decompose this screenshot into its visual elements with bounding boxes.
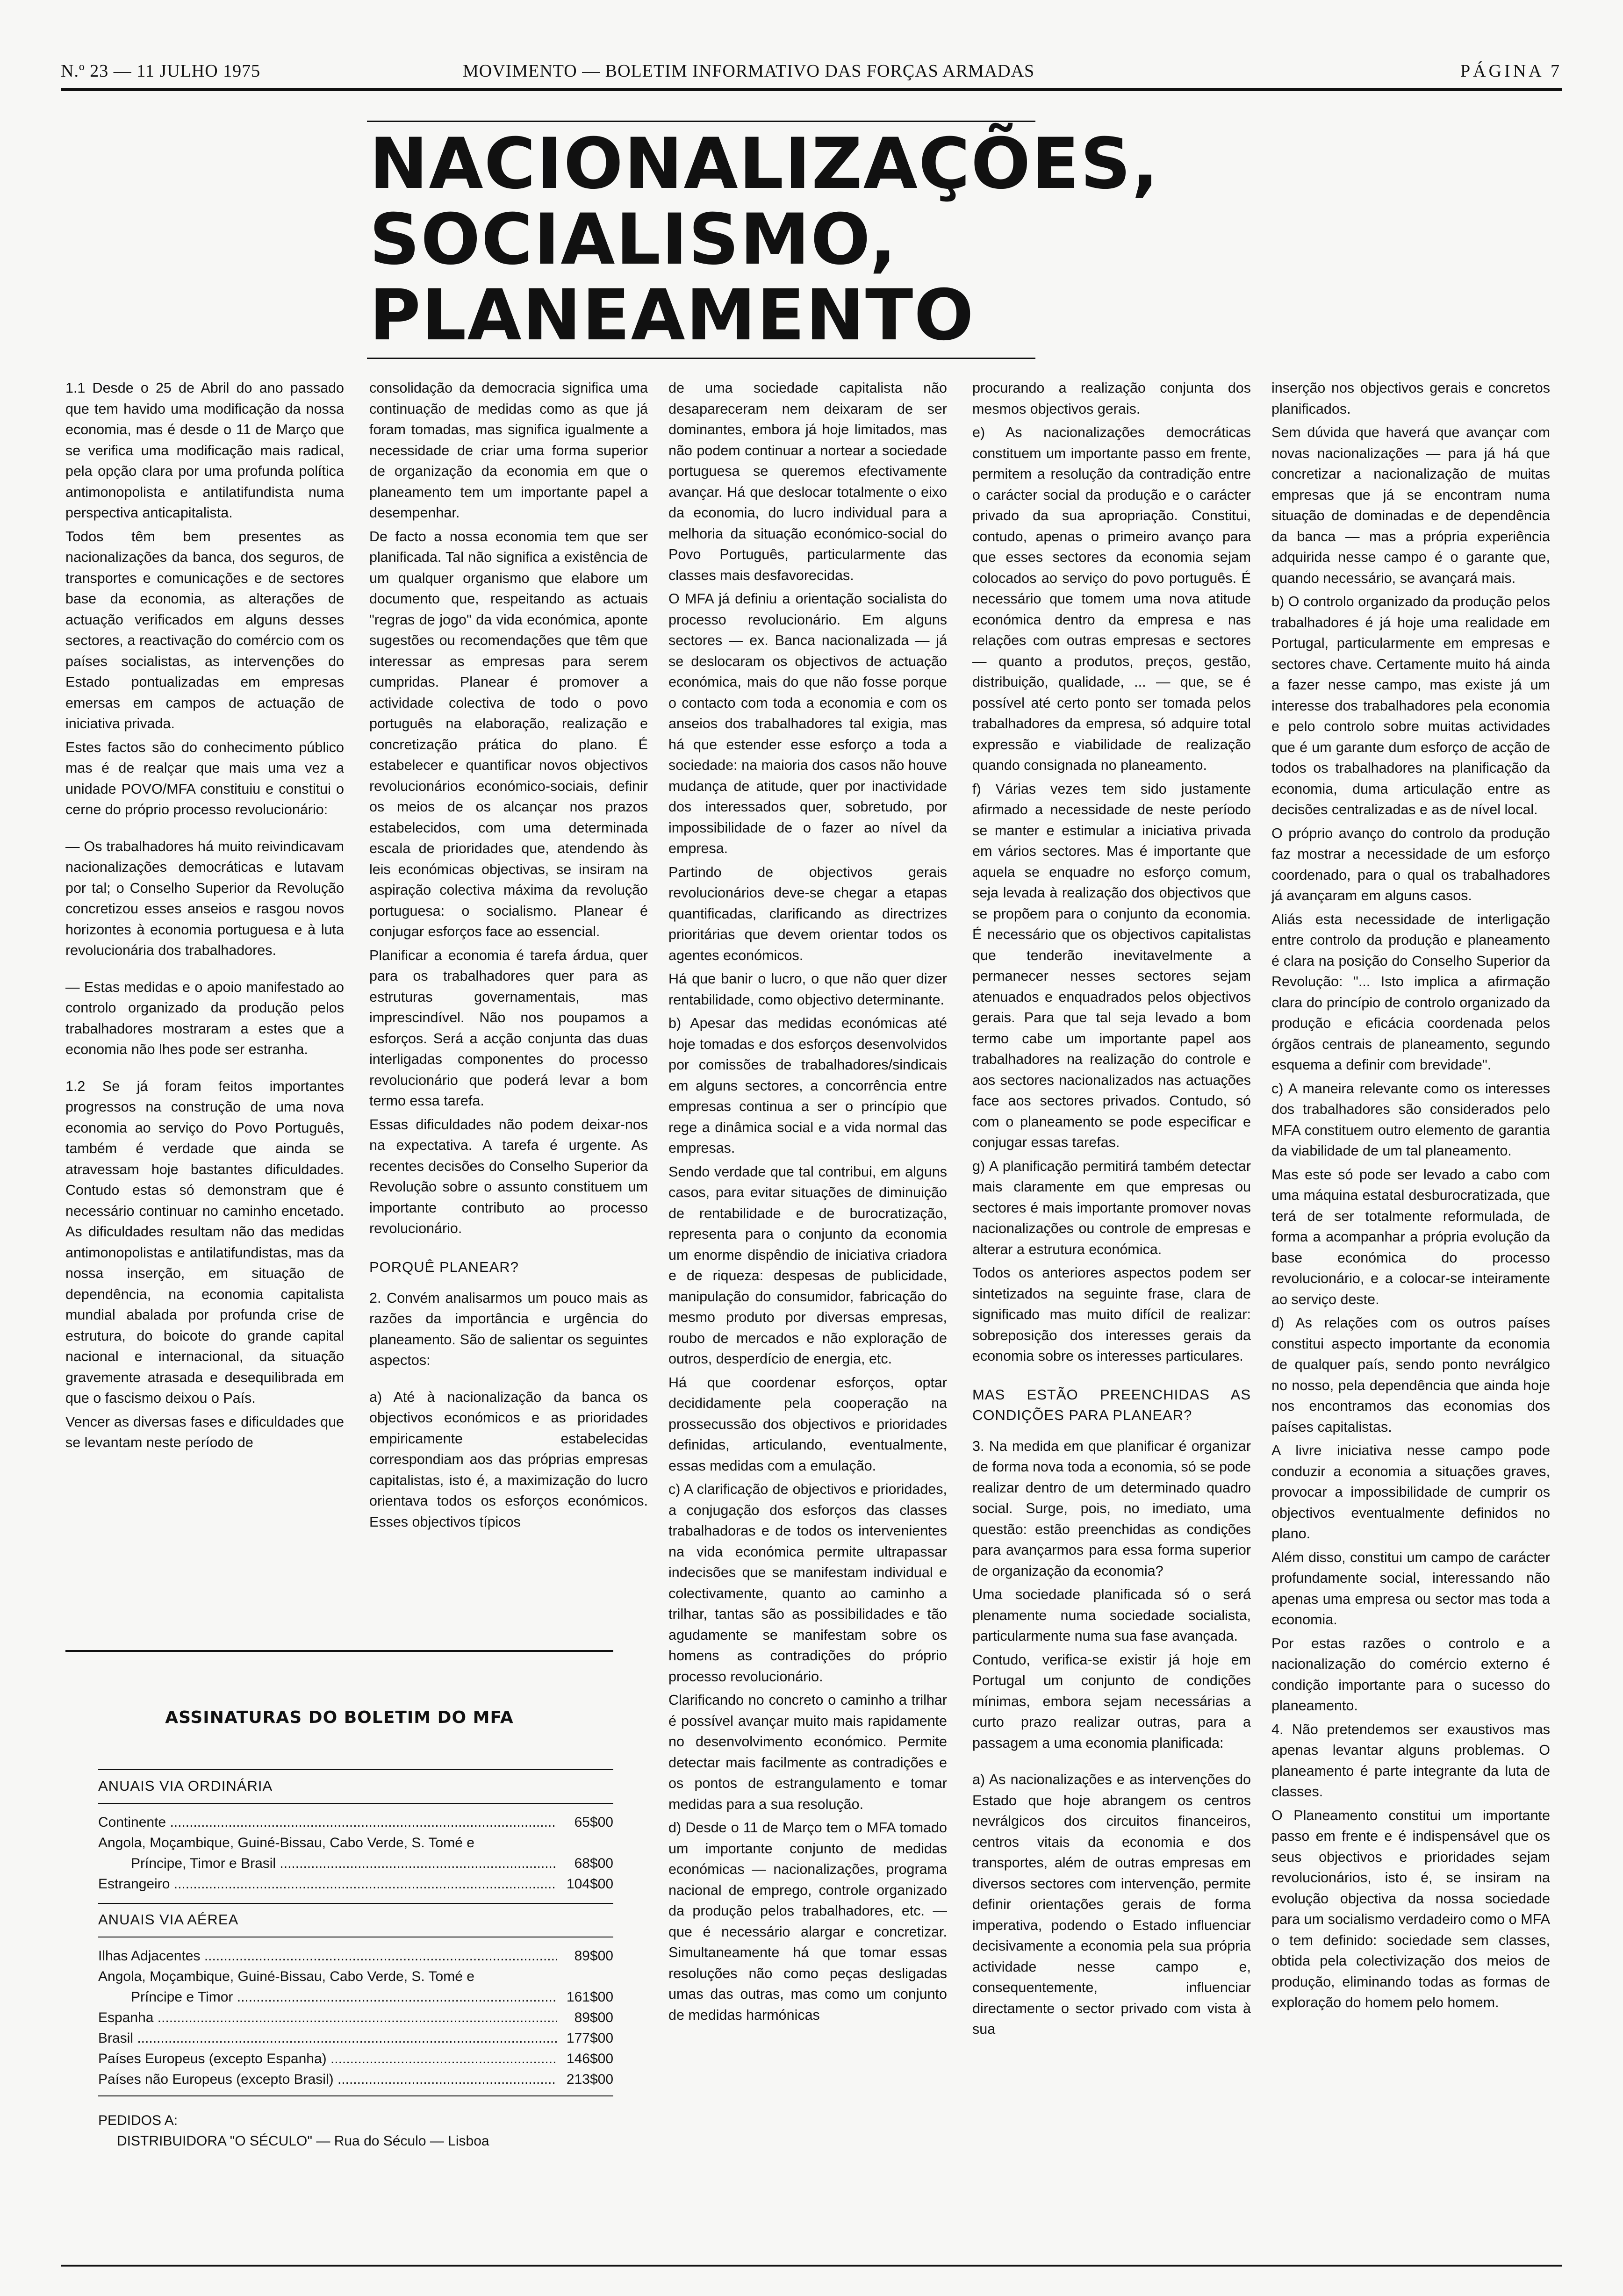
price-row — [65, 1853, 613, 1874]
paragraph: Mas este só pode ser levado a cabo com uma máquina estatal desburocratizada, que terá de ser totalmente reformulada, de forma a acompanhar a própria evolução da base económica do processo revolucionário, e a colocar-se inteiramente ao serviço deste. — [1271, 1166, 1550, 1307]
air-section-title: ANUAIS VIA AÉREA — [98, 1911, 239, 1928]
paragraph: d) Desde o 11 de Março tem o MFA tomado um importante conjunto de medidas económicas — nacionalizações, programa nacional de emprego, controle organizado da produção pelos trabalhadores, etc. — que é necessário alargar e concretizar. Simultaneamente há que tomar essas resoluções não como peças desligadas umas das outras, mas como um conjunto de medidas harmónicas — [668, 1820, 947, 2023]
paragraph: Além disso, constitui um campo de carácter profundamente social, interessando não apenas uma empresa ou sector mas toda a economia. — [1271, 1549, 1550, 1628]
paragraph: 1.1 Desde o 25 de Abril do ano passado que tem havido uma modificação da nossa economia, mas é desde o 11 de Março que se verifica uma modificação mais radical, pela opção clara por uma profunda política antimonopolista e antilatifundista numa perspectiva anticapitalista. — [65, 380, 344, 521]
price-label: Angola, Moçambique, Guiné-Bissau, Cabo Verde, S. Tomé e — [98, 1835, 474, 1851]
page-number: PÁGINA 7 — [1460, 61, 1562, 81]
paragraph: 3. Na medida em que planificar é organizar de forma nova toda a economia, só se pode realizar dentro de um determinado quadro social. Surge, pois, no imediato, uma questão: estão preenchidas as condições para avançarmos para essa forma superior de organização da economia? — [972, 1438, 1251, 1579]
price-label: Angola, Moçambique, Guiné-Bissau, Cabo Verde, S. Tomé e — [98, 1969, 474, 1984]
paragraph: inserção nos objectivos gerais e concretos planificados. — [1271, 380, 1550, 417]
paragraph: O MFA já definiu a orientação socialista do processo revolucionário. Em alguns sectores — ex. Banca nacionalizada — já se deslocaram os objectivos de actuação económica, mais do que não fosse porque o contacto com toda a economia e com os anseios dos trabalhadores tal exigia, mas há que estender esse esforço a toda a sociedade: na maioria dos casos não houve mudança de atitude, quer por inactividade dos interessados quer, sobretudo, por impossibilidade de o fazer ao nível da empresa. — [668, 591, 947, 856]
price-value: 161$00 — [566, 1989, 613, 2005]
paragraph: De facto a nossa economia tem que ser planificada. Tal não significa a existência de um qualquer organismo que elabore um documento que, respeitando as actuais "regras de jogo" da vida económica, aponte sugestões ou recomendações que têm que interessar as empresas para serem cumpridas. Planear é promover a actividade colectiva de todo o povo português na elaboração, realização e concretização prática do plano. É estabelecer e quantificar novos objectivos revolucionários económico-sociais, definir os meios de os alcançar nos prazos estabelecidos, com uma determinada escala de prioridades que, atendendo às leis económicas objectivas, se insiram na aspiração colectiva máxima da revolução portuguesa: o socialismo. Planear é conjugar esforços face ao essencial. — [369, 528, 648, 940]
price-value: 68$00 — [574, 1856, 613, 1871]
price-label: Continente ..... — [98, 1812, 557, 1833]
price-value: 104$00 — [566, 1876, 613, 1892]
paragraph: Essas dificuldades não podem deixar-nos na expectativa. A tarefa é urgente. As recentes decisões do Conselho Superior da Revolução sobre o assunto constituem um importante contributo ao processo revolucionário. — [369, 1116, 648, 1236]
paragraph: de uma sociedade capitalista não desapareceram nem deixaram de ser dominantes, embora já hoje limitados, mas não podem continuar a nortear a sociedade portuguesa se queremos efectivamente avançar. Há que deslocar totalmente o eixo da economia, do lucro individual para a melhoria da situação económico-social do Povo Português, particularmente das classes mais desfavorecidas. — [668, 380, 947, 583]
paragraph: a) As nacionalizações e as intervenções do Estado que hoje abrangem os centros nevrálgicos dos circuitos financeiros, centros vitais da economia e dos transportes, além de outras empresas em diversos sectores com intervenção, permite definir orientações gerais de forma imperativa, podendo o Estado influenciar decisivamente a economia pela sua própria actividade nesse campo e, consequentemente, influenciar directamente o sector privado com vista à sua — [972, 1772, 1251, 2037]
paragraph: Sem dúvida que haverá que avançar com novas nacionalizações — para já há que concretizar a nacionalização de muitas empresas que já se encontram numa situação de dominadas e de dependência da banca — mas a própria experiência adquirida nesse campo é o garante que, quando necessário, se avançará mais. — [1271, 424, 1550, 586]
article-column-3 — [668, 378, 947, 2028]
header-divider — [61, 88, 1562, 91]
price-row — [65, 2069, 613, 2090]
section-heading: PORQUÊ PLANEAR? — [369, 1258, 519, 1275]
paragraph: Partindo de objectivos gerais revolucionários deve-se chegar a etapas quantificadas, clarificando as directrizes prioritárias que devem orientar todos os agentes económicos. — [668, 864, 947, 963]
paragraph: f) Várias vezes tem sido justamente afirmado a necessidade de neste período se manter e estimular a iniciativa privada em vários sectores. Mas é importante que aquela se enquadre no esforço comum, seja levada à realização dos objectivos que se propõem para o conjunto da economia. É necessário que os objectivos capitalistas que tenderão inevitavelmente a permanecer nesses sectores sejam atenuados e enquadrados pelos objectivos gerais. Para que tal seja levado a bom termo cabe um importante papel aos trabalhadores na realização do controle e aos sectores nacionalizados nas actuações face aos sectores privados. Contudo, só com o planeamento se pode especificar e conjugar essas tarefas. — [972, 781, 1251, 1150]
paragraph: — Estas medidas e o apoio manifestado ao controlo organizado da produção pelos trabalhadores mostraram a estes que a economia não lhes pode ser estranha. — [65, 979, 344, 1057]
article-title — [369, 123, 1164, 356]
issue-number: N.º 23 — 11 JULHO 1975 — [61, 61, 261, 81]
footer-divider — [61, 2265, 1562, 2267]
price-value: 213$00 — [566, 2072, 613, 2087]
price-row — [65, 1833, 613, 1853]
price-row — [65, 1946, 613, 1966]
paragraph: Sendo verdade que tal contribui, em alguns casos, para evitar situações de diminuição de rentabilidade e de burocratização, representa para o conjunto da economia um enorme dispêndio de iniciativa criadora e de riqueza: despesas de publicidade, manipulação do consumidor, fabricação do mesmo produto por diversas empresas, roubo de mercados e não exploração de outros, desperdício de energia, etc. — [668, 1163, 947, 1367]
paragraph: O Planeamento constitui um importante passo em frente e é indispensável que os seus objectivos e prioridades sejam revolucionários, isto é, se insiram na evolução objectiva da nossa sociedade para um socialismo verdadeiro como o MFA o tem definido: sociedade sem classes, obtida pela colectivização dos meios de produção, eliminando todas as formas de exploração do homem pelo homem. — [1271, 1807, 1550, 2010]
price-label: Estrangeiro ..... — [98, 1874, 557, 1894]
paragraph: Há que banir o lucro, o que não quer dizer rentabilidade, como objectivo determinante. — [668, 971, 947, 1008]
title-rule-top — [367, 121, 1035, 122]
page-header — [61, 61, 1562, 89]
paragraph: Vencer as diversas fases e dificuldades que se levantam neste período de — [65, 1413, 344, 1450]
price-label: Príncipe e Timor ..... — [98, 1987, 557, 2008]
paragraph: — Os trabalhadores há muito reivindicavam nacionalizações democráticas e lutavam por tal; o Conselho Superior da Revolução concretizou esses anseios e rasgou novos horizontes à economia portuguesa e à luta revolucionária dos trabalhadores. — [65, 838, 344, 958]
article-column-4 — [972, 378, 1251, 2043]
price-label: Príncipe, Timor e Brasil ..... — [98, 1853, 557, 1874]
paragraph: c) A clarificação de objectivos e prioridades, a conjugação dos esforços das classes trabalhadoras e de todos os intervenientes na vida económica permite ultrapassar indecisões que se manifestam individual e colectivamente, quanto ao caminho a trilhar, tantas são as possibilidades e tão agudamente se manifestam sobre os homens as contradições do próprio processo revolucionário. — [668, 1481, 947, 1685]
paragraph: Clarificando no concreto o caminho a trilhar é possível avançar muito mais rapidamente no desenvolvimento económico. Permite detectar mais facilmente as contradições e os pontos de estrangulamento e tomar medidas para a sua resolução. — [668, 1692, 947, 1812]
price-label: Brasil ..... — [98, 2028, 557, 2049]
paragraph: b) Apesar das medidas económicas até hoje tomadas e dos esforços desenvolvidos por comissões de trabalhadores/sindicais em alguns sectores, a concorrência entre empresas continua a ser o princípio que rege a dinâmica social e a vida normal das empresas. — [668, 1015, 947, 1156]
title-rule-bottom — [367, 358, 1035, 359]
price-value: 177$00 — [566, 2031, 613, 2046]
price-row — [65, 2049, 613, 2069]
paragraph: d) As relações com os outros países constitui aspecto importante da economia de qualquer país, sendo ponto nevrálgico no nosso, pela dependência que ainda hoje nos encontramos das economias dos países capitalistas. — [1271, 1315, 1550, 1435]
paragraph: e) As nacionalizações democráticas constituem um importante passo em frente, permitem a resolução da contradição entre o carácter social da produção e o carácter privado da sua apropriação. Constitui, contudo, apenas o primeiro avanço para que esses sectores da economia sejam colocados ao serviço do povo português. É necessário que tomem uma nova atitude económica dentro da empresa e nas relações com outras empresas e sectores — quanto a produtos, preços, gestão, distribuição, qualidade, ... — que, se é possível até certo ponto ser tomada pelos trabalhadores da empresa, só adquire total expressão e viabilidade de realização quando consignada no planeamento. — [972, 424, 1251, 773]
title-line-1: NACIONALIZAÇÕES, — [369, 123, 1159, 205]
paragraph: g) A planificação permitirá também detectar mais claramente em que empresas ou sectores é mais importante promover novas nacionalizações ou controle de empresas e alterar a estrutura económica. — [972, 1158, 1251, 1257]
paragraph: 1.2 Se já foram feitos importantes progressos na construção de uma nova economia ao serviço do Povo Português, também é verdade que ainda se atravessam hoje bastantes dificuldades. Contudo estas só demonstram que é necessário continuar no caminho encetado. As dificuldades resultam não das medidas antimonopolistas e antilatifundistas, mas da nossa inserção, em situação de dependência, na economia capitalista mundial abalada por profunda crise de estrutura, do boicote do grande capital nacional e internacional, da situação gravemente atrasada e desequilibrada em que o fascismo deixou o País. — [65, 1078, 344, 1406]
article-column-5 — [1271, 378, 1550, 2016]
paragraph: Todos os anteriores aspectos podem ser sintetizados na seguinte frase, clara de significado mas muito difícil de realizar: sobreposição dos interesses gerais da economia sobre os interesses particulares. — [972, 1265, 1251, 1364]
price-value: 89$00 — [574, 2010, 613, 2025]
price-value: 89$00 — [574, 1948, 613, 1964]
article-column-2 — [369, 378, 648, 1535]
price-row — [65, 2008, 613, 2028]
price-row — [65, 1874, 613, 1894]
paragraph: Por estas razões o controlo e a nacionalização do comércio externo é condição importante para o sucesso do planeamento. — [1271, 1635, 1550, 1714]
subscription-title: ASSINATURAS DO BOLETIM DO MFA — [165, 1708, 514, 1727]
price-label: Países Europeus (excepto Espanha) ..... — [98, 2049, 557, 2069]
subscription-box-rule — [65, 1650, 613, 1652]
masthead: MOVIMENTO — BOLETIM INFORMATIVO DAS FORÇAS ARMADAS — [463, 61, 1035, 81]
paragraph: Estes factos são do conhecimento público mas é de realçar que mais uma vez a unidade POVO/MFA constituiu e constitui o cerne do próprio processo revolucionário: — [65, 739, 344, 818]
title-line-3: PLANEAMENTO — [369, 275, 975, 356]
paragraph: b) O controlo organizado da produção pelos trabalhadores é já hoje uma realidade em Portugal, particularmente em empresas e sectores chave. Certamente muito há ainda a fazer nesse campo, mas existe já um interesse dos trabalhadores pela economia e pelo controlo sobre muitas actividades que é um garante dum esforço de acção de todos os trabalhadores na planificação da economia, duma articulação entre as decisões centralizadas e as de nível local. — [1271, 594, 1550, 818]
paragraph: Todos têm bem presentes as nacionalizações da banca, dos seguros, de transportes e comunicações e de sectores base da economia, as alterações de actuação verificados em alguns desses sectores, a reactivação do comércio com os países socialistas, as intervenções do Estado pontualizadas em empresas emersas em campos de actuação de iniciativa privada. — [65, 528, 344, 732]
paragraph: 2. Convém analisarmos um pouco mais as razões da importância e urgência do planeamento. São de salientar os seguintes aspectos: — [369, 1290, 648, 1368]
article-column-1 — [65, 378, 344, 1456]
paragraph: O próprio avanço do controlo da produção faz mostrar a necessidade de um esforço coordenado, para o qual os trabalhadores já avançaram em alguns casos. — [1271, 825, 1550, 904]
price-row — [65, 1812, 613, 1833]
paragraph: Planificar a economia é tarefa árdua, quer para os trabalhadores quer para as estruturas governamentais, mas imprescindível. Não nos poupamos a esforços. Será a acção conjunta das duas interligadas componentes do processo revolucionário que poderá levar a bom termo essa tarefa. — [369, 947, 648, 1109]
distributor-address: DISTRIBUIDORA "O SÉCULO" — Rua do Século — Lisboa — [117, 2133, 489, 2149]
price-row — [65, 2028, 613, 2049]
orders-label: PEDIDOS A: — [98, 2113, 178, 2128]
price-label: Espanha ..... — [98, 2008, 557, 2028]
orders-block — [65, 2096, 613, 2152]
price-row — [65, 1987, 613, 2008]
paragraph: A livre iniciativa nesse campo pode conduzir a economia a situações graves, provocar a impossibilidade de cumprir os objectivos eventualmente definidos no plano. — [1271, 1442, 1550, 1542]
section-heading: MAS ESTÃO PREENCHIDAS AS CONDIÇÕES PARA PLANEAR? — [972, 1386, 1251, 1423]
ordinary-section-title: ANUAIS VIA ORDINÁRIA — [98, 1778, 273, 1794]
price-label: Países não Europeus (excepto Brasil) ..... — [98, 2069, 557, 2090]
paragraph: consolidação da democracia significa uma continuação de medidas como as que já foram tomadas, mas significa igualmente a necessidade de criar uma forma superior de organização da economia em que o planeamento tem um importante papel a desempenhar. — [369, 380, 648, 521]
price-value: 146$00 — [566, 2051, 613, 2066]
paragraph: Uma sociedade planificada só o será plenamente numa sociedade socialista, particularmente numa sua fase avançada. — [972, 1586, 1251, 1644]
price-value: 65$00 — [574, 1815, 613, 1830]
paragraph: procurando a realização conjunta dos mesmos objectivos gerais. — [972, 380, 1251, 417]
paragraph: Aliás esta necessidade de interligação entre controlo da produção e planeamento é clara na posição do Conselho Superior da Revolução: "... Isto implica a afirmação clara do princípio de controlo organizado da produção e eficácia coordenada pelos órgãos centrais de planeamento, segundo esquema a definir com brevidade". — [1271, 911, 1550, 1073]
paragraph: a) Até à nacionalização da banca os objectivos económicos e as prioridades empiricamente estabelecidas correspondiam aos das próprias empresas capitalistas, isto é, a maximização do lucro orientava todos os esforços económicos. Esses objectivos típicos — [369, 1389, 648, 1530]
paragraph: c) A maneira relevante como os interesses dos trabalhadores são considerados pelo MFA constituem outro elemento de garantia da viabilidade de um tal planeamento. — [1271, 1080, 1550, 1159]
subscription-box — [65, 1650, 613, 2152]
paragraph: Há que coordenar esforços, optar decididamente pela cooperação na prossecussão dos objectivos e prioridades definidas, articulando, eventualmente, essas medidas com a emulação. — [668, 1374, 947, 1474]
paragraph: 4. Não pretendemos ser exaustivos mas apenas levantar alguns problemas. O planeamento é parte integrante da luta de classes. — [1271, 1721, 1550, 1800]
price-row — [65, 1966, 613, 1987]
price-label: Ilhas Adjacentes ..... — [98, 1946, 557, 1966]
paragraph: Contudo, verifica-se existir já hoje em Portugal um conjunto de condições mínimas, embora sejam necessárias a curto prazo realizar outras, para a passagem a uma economia planificada: — [972, 1651, 1251, 1751]
title-line-2: SOCIALISMO, — [369, 199, 898, 280]
